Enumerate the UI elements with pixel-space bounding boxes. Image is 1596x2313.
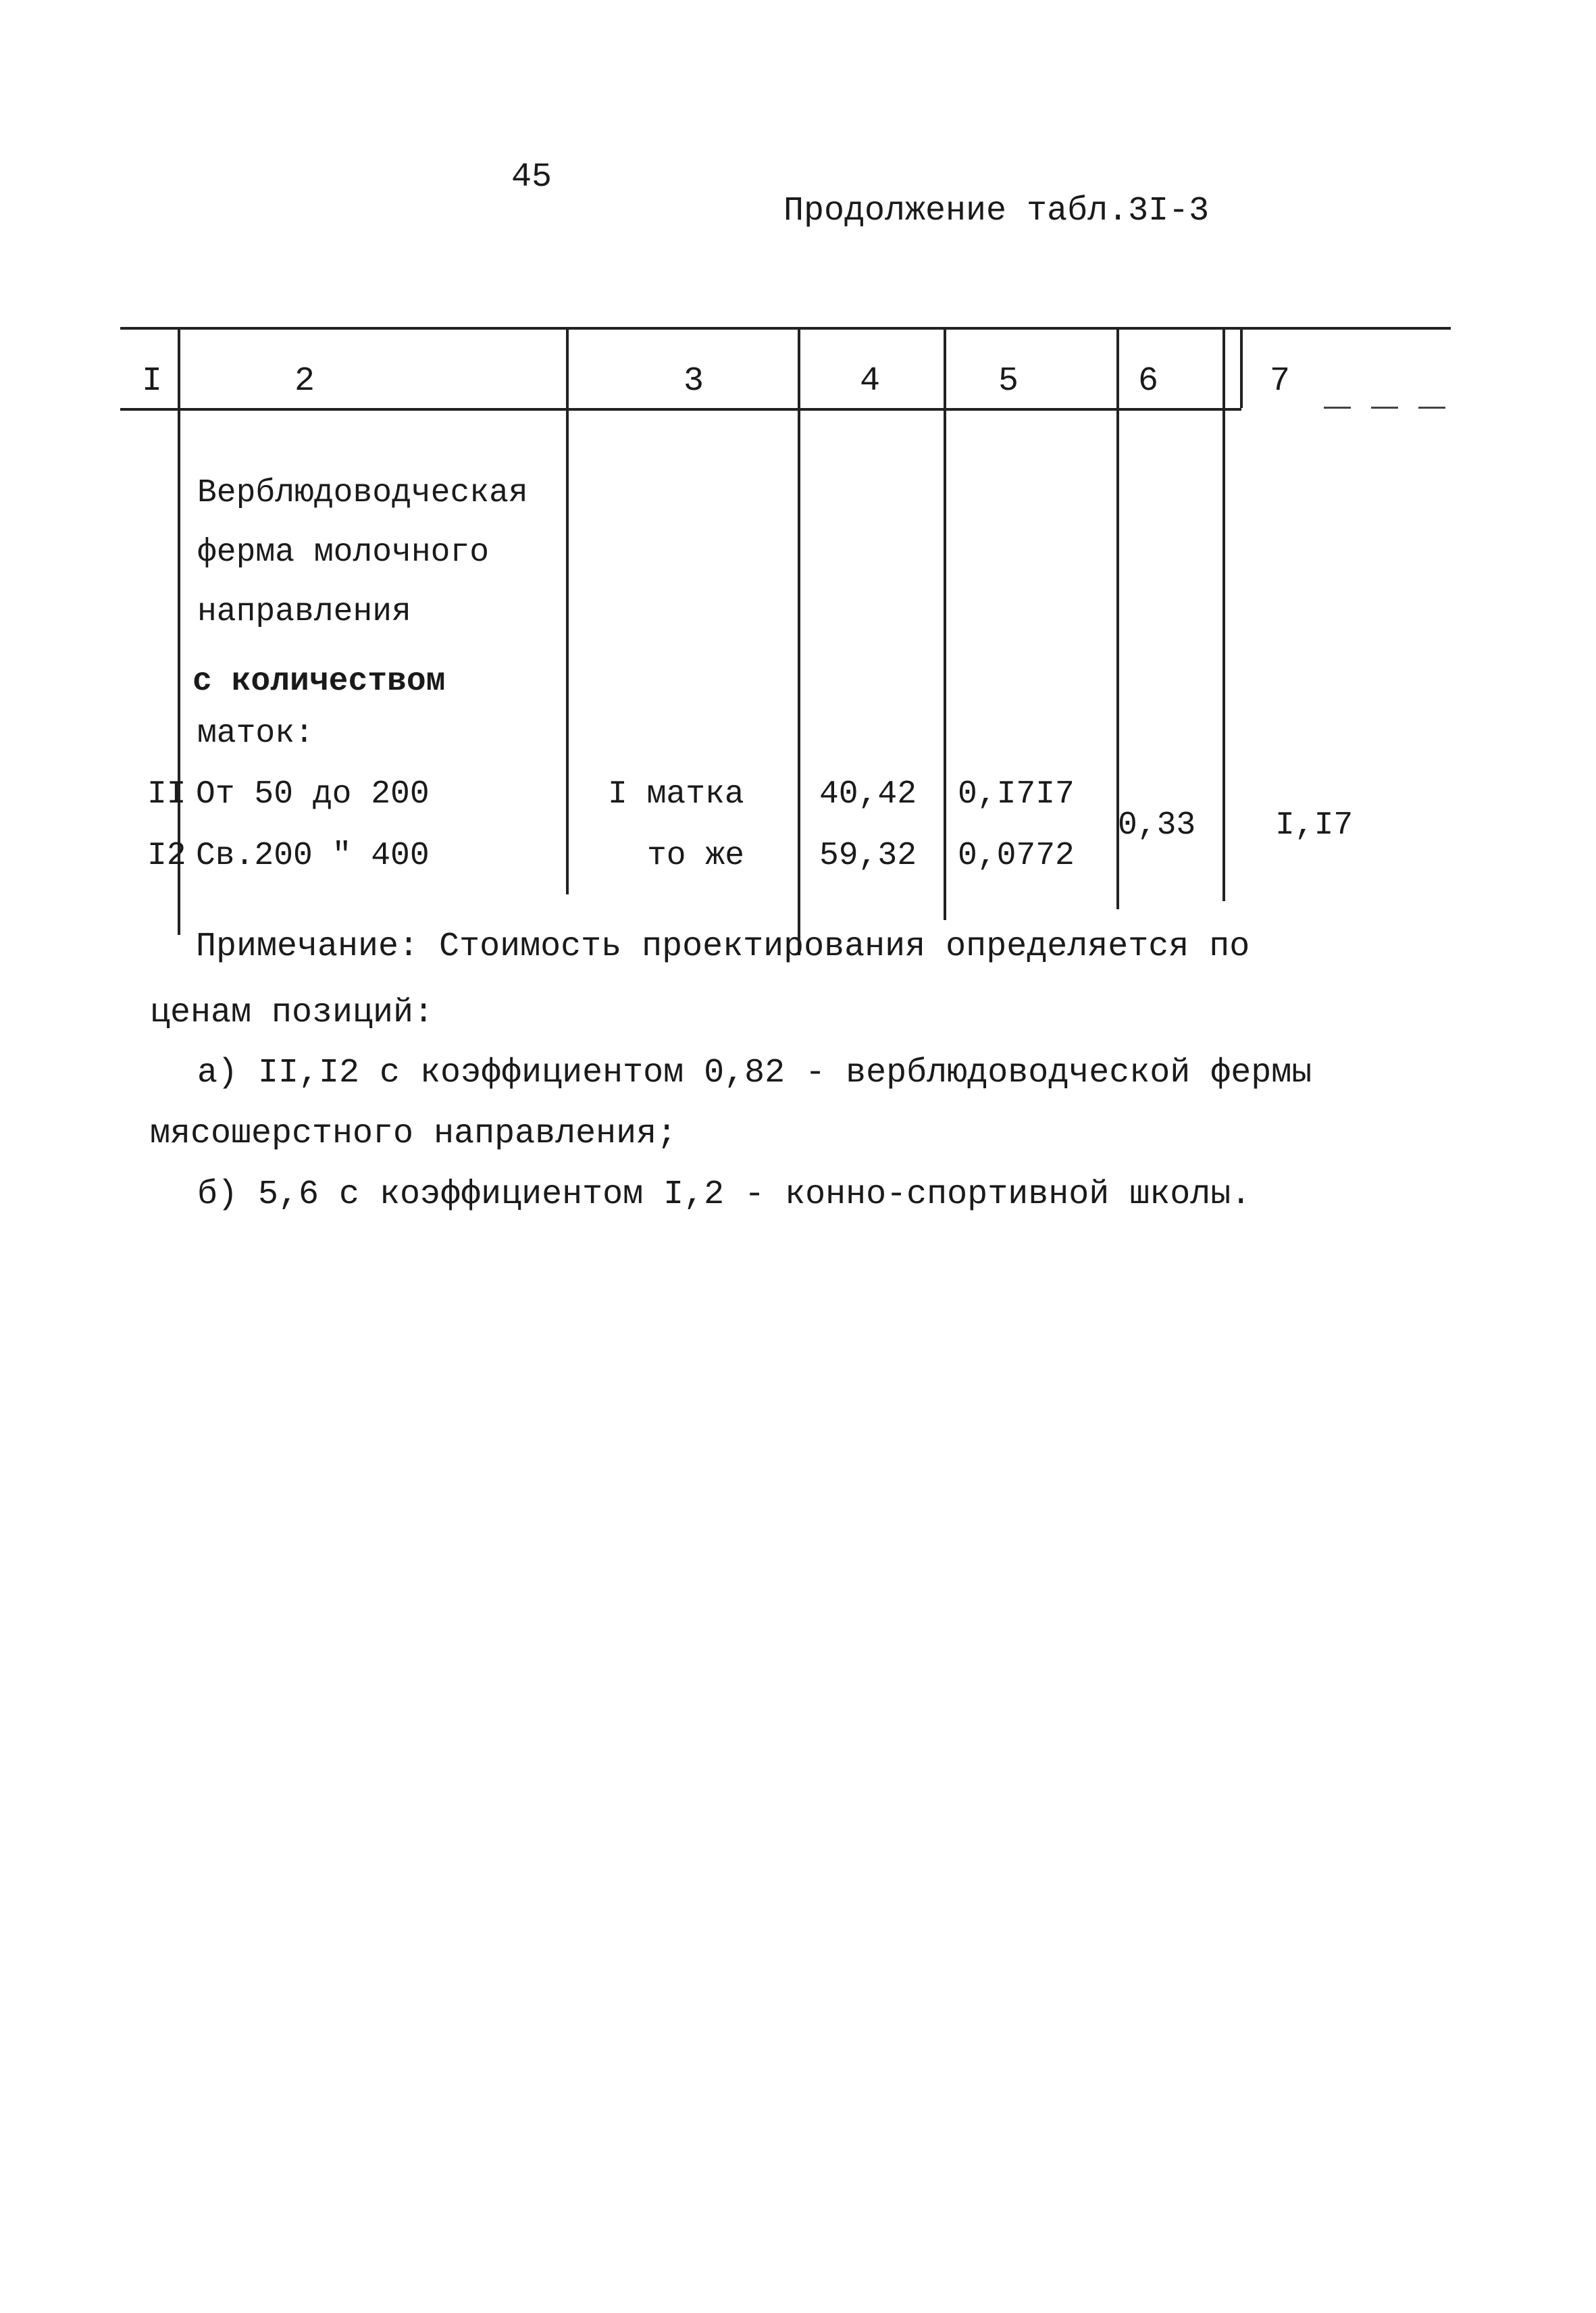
col-header-1: I xyxy=(142,362,163,401)
header-bottom-rule-dashed xyxy=(1324,407,1445,409)
table-top-rule xyxy=(120,327,1451,330)
note-item-a-line-2: мясошерстного направления; xyxy=(150,1115,677,1153)
note-line-1: Примечание: Стоимость проектирования определяется по xyxy=(196,927,1250,966)
note-line-2: ценам позиций: xyxy=(150,994,434,1032)
row-value-col4: 59,32 xyxy=(819,838,917,874)
row-value-col5: 0,I7I7 xyxy=(958,776,1075,813)
group-title-line-1: Верблюдоводческая xyxy=(197,475,528,511)
column-divider-3 xyxy=(798,327,800,955)
col-header-6: 6 xyxy=(1138,362,1159,401)
shared-value-col6: 0,33 xyxy=(1118,807,1196,844)
col-header-5: 5 xyxy=(998,362,1019,401)
column-divider-2 xyxy=(566,327,569,894)
column-divider-4 xyxy=(944,327,946,920)
row-unit: I матка xyxy=(608,776,744,813)
group-title-line-2: ферма молочного xyxy=(197,534,490,571)
note-item-a-line-1: а) II,I2 с коэффициентом 0,82 - верблюдоводческой фермы xyxy=(197,1054,1312,1092)
column-divider-6b xyxy=(1240,327,1243,408)
col-header-2: 2 xyxy=(294,362,315,401)
header-bottom-rule xyxy=(120,408,1241,411)
group-title-line-3: направления xyxy=(197,594,411,630)
col-header-4: 4 xyxy=(860,362,881,401)
subgroup-line-1: с количеством xyxy=(192,663,446,700)
col-header-3: 3 xyxy=(684,362,704,401)
note-item-b: б) 5,6 с коэффициентом I,2 - конно-спортивной школы. xyxy=(197,1175,1252,1214)
row-name: От 50 до 200 xyxy=(196,776,430,813)
shared-value-col7: I,I7 xyxy=(1275,807,1354,844)
page-number: 45 xyxy=(511,158,552,197)
row-unit: то же xyxy=(647,838,745,874)
col-header-7: 7 xyxy=(1270,362,1291,401)
row-value-col5: 0,0772 xyxy=(958,838,1075,874)
row-name: Св.200 " 400 xyxy=(196,838,430,874)
row-number: I2 xyxy=(147,838,186,874)
column-divider-6 xyxy=(1222,327,1225,901)
row-number: II xyxy=(147,776,186,813)
subgroup-line-2: маток: xyxy=(197,715,314,752)
table-continuation-title: Продолжение табл.3I-3 xyxy=(783,192,1210,230)
row-value-col4: 40,42 xyxy=(819,776,917,813)
